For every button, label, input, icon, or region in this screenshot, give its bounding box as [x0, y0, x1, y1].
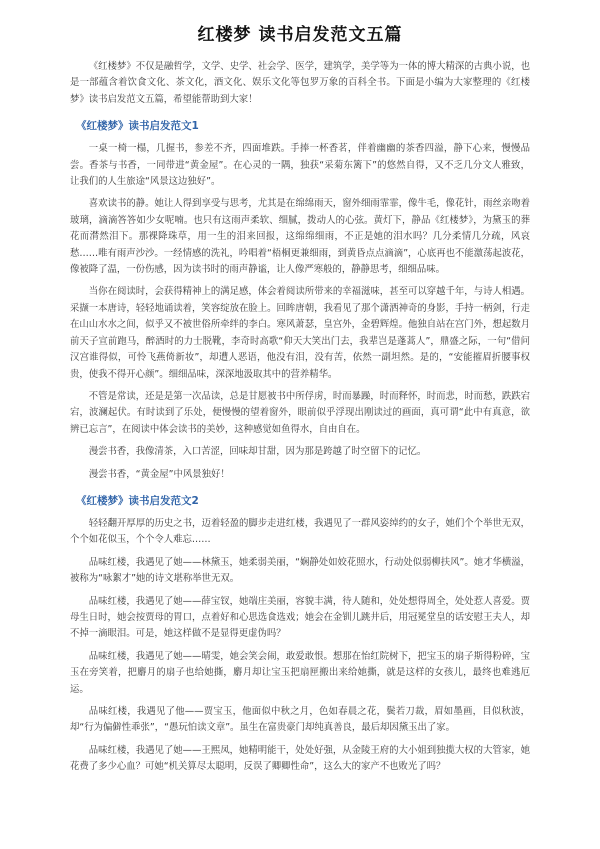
section1-paragraph-6: 漫尝书香，“黄金屋”中风景独好！	[88, 468, 230, 480]
section-heading-1: 《红楼梦》读书启发范文1	[76, 120, 199, 133]
section2-paragraph-5: 品味红楼，我遇见了他——贾宝玉，他面似中秋之月，色如春晨之花，鬓若刀裁，眉如墨画，目似秋波，却“行为偏僻性乖张”，“愚玩怕读文章”。虽生在富贵豪门却纯真善良，最后却因黛玉出了家。	[70, 706, 530, 734]
section2-paragraph-1: 轻轻翻开厚厚的历史之书，迈着轻盈的脚步走进红楼，我遇见了一群风姿绰约的女子，她们个个举世无双，个个如花似玉，个个令人难忘……	[70, 517, 530, 546]
section2-paragraph-6: 品味红楼，我遇见了她——王熙凤，她精明能干，处处好强，从金陵王府的大小姐到独揽大权的大管家，她花费了多少心血？可她“机关算尽太聪明，反误了卿卿性命”，这么大的家产不也败光了吗？	[70, 744, 530, 773]
section2-paragraph-4: 品味红楼，我遇见了她——晴雯，她会笑会闹，敢爱敢恨。想那在怡红院树下，把宝玉的扇子斯得粉碎，宝玉在旁笑着，把麝月的扇子也给她撕，麝月却让宝玉把扇匣搬出来给她撕，就是这样的女孩儿，最终也难逃厄运。	[70, 650, 530, 695]
section1-paragraph-1: 一桌一椅一榻，几握书，参差不齐，四面堆跌。手捧一杯香茗，伴着幽幽的茶香四溢，静下心来，慢慢品尝。香茶与书香，一同带进“黄金屋”。在心灵的一隅，独获“采菊东篱下”的悠然自得，又不乏几分文人雅致，让我们的人生旅途“风景这边独好”。	[70, 143, 530, 188]
section2-paragraph-3: 品味红楼，我遇见了她——薛宝钗，她端庄美丽，容貌丰满，待人随和，处处想得周全，处处惹人喜爱。贾母生日时，她会按贾母的胃口，点着好和心思选食选戏；她会在金钏儿跳井后，用冠冕堂皇的话安慰王夫人，却不掉一滴眼泪。可是，她这样做不是显得更虚伪吗？	[70, 595, 530, 640]
document-title: 红楼梦 读书启发范文五篇	[197, 25, 403, 45]
section-heading-2: 《红楼梦》读书启发范文2	[76, 494, 199, 507]
section1-paragraph-4: 不管是常读，还是是第一次品读，总是甘愿被书中所俘虏，时而暴躁，时而释怀，时而悲，时而愁，跌跌宕宕，波澜起伏。有时读到了乐处，便慢慢的望着窗外，眼前似乎浮现出刚读过的画面，真可谓“此中有真意，欲辨已忘言”，在阅读中体会读书的美妙，这种感觉如鱼得水，自由自在。	[70, 390, 530, 435]
section1-paragraph-5: 漫尝书香，我像清茶，入口苦涩，回味却甘甜，因为那是跨越了时空留下的记忆。	[88, 446, 427, 458]
section2-paragraph-2: 品味红楼，我遇见了她——林黛玉，她柔弱美丽，“娴静处如姣花照水，行动处似弱柳扶风”。她才华横溢，被称为“咏絮才”她的诗文堪称举世无双。	[70, 556, 530, 585]
section1-paragraph-3: 当你在阅读时，会获得精神上的满足感，体会着阅读所带来的幸福滋味，甚至可以穿越千年，与诗人相遇。采撷一本唐诗，轻轻地诵读着，笑容绽放在脸上。回眸唐朝，我看见了那个潇洒神奇的身影，手持一柄剑，行走在山山水水之间，似乎又不被世俗所牵绊的李白。寒风萧瑟，皇宫外，金碧辉煌。他独自站在宫门外，想起数月前天子宣前跑马，醉酒时的力士脱靴，李奇时高歌“仰天大笑出门去，我辈岂是蓬蒿人”，鼎盛之际，一句“借问汉宫谁得似，可怜飞燕倚新妆”，却遭人恶语，他没有泪，没有苦，依然一副坦然。是的，“安能摧眉折腰事权贵，使我不得开心颜”。细细品味，深深地汲取其中的营养精华。	[70, 286, 530, 380]
section1-paragraph-2: 喜欢读书的静。她让人得到享受与思考，尤其是在绵绵雨天，窗外细雨霏霏，像牛毛，像花针，雨丝亲吻着玻璃，滴滴答答如少女呢喃。也只有这雨声柔软、细腻，拨动人的心弦。黄灯下，静品《红楼梦》，为黛玉的葬花而潸然泪下。那裸降珠草，用一生的泪来回报，这绵绵细雨，不正是她的泪水吗？几分柔情几分疏，风哀愁……唯有雨声沙沙。一经情感的洗礼，吟唱着“梧桐更兼细雨，到黄昏点点滴滴”，心底再也不能激荡起波花，像被降了温，一份伤感，因为读书时的雨声静谧，让人像严寒般的，静静思考，细细品味。	[70, 198, 530, 276]
intro-paragraph: 《红楼梦》不仅是融哲学，文学、史学、社会学、医学，建筑学，美学等为一体的博大精深的古典小说，也是一部蕴含着饮食文化、茶文化，酒文化、娱乐文化等包罗万象的百科全书。下面是小编为大家整理的《红楼梦》读书启发范文五篇，希望能帮助到大家！	[70, 61, 530, 105]
